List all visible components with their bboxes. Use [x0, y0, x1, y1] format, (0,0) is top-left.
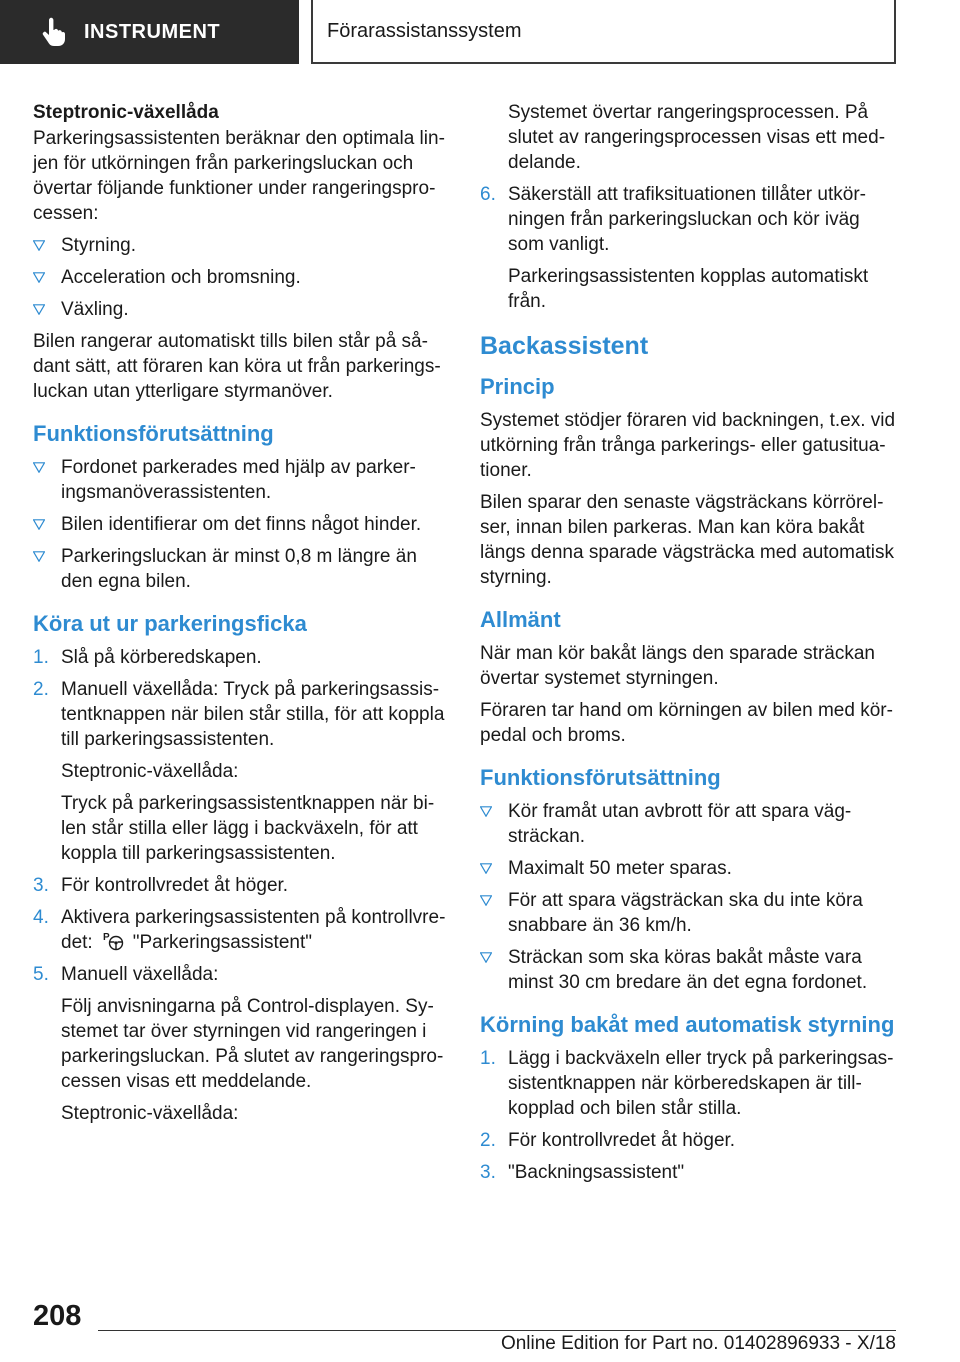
triangle-bullet-icon [33, 240, 45, 251]
steptronic-heading: Steptronic-växellåda [33, 102, 219, 123]
triangle-bullet-icon [480, 863, 492, 874]
triangle-bullet-icon [33, 551, 45, 562]
step-sub-text: Följ anvisningarna på Control-displayen. Systemet tar över styrningen vid rangeringen i parkeringsluckan. På slutet av rangeringsprocessen visas ett meddelande. [61, 996, 444, 1092]
auto-steering-heading: Körning bakåt med automatisk styrning [480, 1012, 895, 1037]
list-item [480, 856, 896, 881]
list-item [33, 512, 447, 537]
continuation-paragraph: Systemet övertar rangeringsprocessen. På slutet av rangeringsprocessen visas ett meddelande. [508, 102, 886, 173]
princip-paragraph: Bilen sparar den senaste vägsträckans körrörelser, innan bilen parkeras. Man kan köra bakåt längs denna sparade vägsträcka med automatisk styrning. [480, 492, 895, 588]
header-tab-label: INSTRUMENT [84, 20, 221, 43]
list-item-text: Styrning. [61, 235, 136, 256]
step-item [33, 677, 447, 866]
step-item [33, 905, 447, 955]
triangle-bullet-icon [33, 272, 45, 283]
triangle-bullet-icon [480, 895, 492, 906]
step-item [480, 1128, 896, 1153]
step-number: 4. [33, 907, 49, 928]
list-item [33, 544, 447, 594]
left-column [33, 100, 447, 1133]
step-number: 3. [33, 875, 49, 896]
header-section [311, 0, 896, 64]
step-text: "Backningsassistent" [508, 1162, 685, 1183]
svg-text:P: P [102, 932, 110, 943]
allmant-heading: Allmänt [480, 607, 561, 632]
step-text: Manuell växellåda: Tryck på parkeringsassistentknappen när bilen står stilla, för att koppla till parkeringsassistenten. [61, 679, 445, 750]
list-item [33, 265, 447, 290]
step-item [33, 873, 447, 898]
step-number: 2. [33, 679, 49, 700]
step-number: 2. [480, 1130, 496, 1151]
step-number: 3. [480, 1162, 496, 1183]
triangle-bullet-icon [33, 304, 45, 315]
step-item [480, 1160, 896, 1185]
step-text-quoted: "Parkeringsassistent" [132, 932, 312, 953]
page-number: 208 [33, 1300, 82, 1332]
list-item-text: Bilen identifierar om det finns något hinder. [61, 514, 422, 535]
step-text: Aktivera parkeringsassistenten på kontrollvredet: [61, 907, 446, 953]
list-item [480, 945, 896, 995]
hand-pointer-icon [40, 17, 66, 47]
backassistent-heading: Backassistent [480, 332, 649, 360]
step-sub-text: Tryck på parkeringsassistentknappen när bilen står stilla eller lägg i backväxeln, för att koppla till parkeringsassistenten. [61, 793, 435, 864]
step-text: För kontrollvredet åt höger. [61, 875, 289, 896]
list-item [33, 297, 447, 322]
section-title: Förarassistanssystem [327, 19, 522, 42]
list-item-text: Sträckan som ska köras bakåt måste vara minst 30 cm bredare än det egna fordonet. [508, 947, 868, 993]
step-number: 5. [33, 964, 49, 985]
step-sub-text: Steptronic-växellåda: [61, 761, 239, 782]
step-text: För kontrollvredet åt höger. [508, 1130, 736, 1151]
list-item-text: Kör framåt utan avbrott för att spara vägsträckan. [508, 801, 852, 847]
triangle-bullet-icon [33, 519, 45, 530]
requirements-heading: Funktionsförutsättning [33, 421, 274, 446]
step-sub-text: Parkeringsassistenten kopplas automatiskt från. [508, 266, 869, 312]
step-item [33, 645, 447, 670]
header-tab[interactable] [0, 0, 299, 64]
step-text: Säkerställ att trafiksituationen tillåter utkörningen från parkeringsluckan och kör iväg som vanligt. [508, 184, 866, 255]
step-number: 6. [480, 184, 496, 205]
parking-assistant-icon [103, 931, 125, 951]
triangle-bullet-icon [33, 462, 45, 473]
allmant-paragraph: Föraren tar hand om körningen av bilen med körpedal och broms. [480, 700, 893, 746]
exit-heading: Köra ut ur parkeringsficka [33, 611, 307, 636]
list-item [480, 799, 896, 849]
intro-paragraph: Parkeringsassistenten beräknar den optimala linjen för utkörningen från parkeringsluckan och övertar följande funktioner under rangeringsprocessen: [33, 128, 445, 224]
footer-divider [98, 1330, 896, 1331]
step-item [480, 1046, 896, 1121]
list-item-text: Fordonet parkerades med hjälp av parkeringsmanöverassistenten. [61, 457, 416, 503]
list-item-text: Växling. [61, 299, 129, 320]
right-column [480, 100, 896, 1192]
list-item-text: För att spara vägsträckan ska du inte köra snabbare än 36 km/h. [508, 890, 863, 936]
after-paragraph: Bilen rangerar automatiskt tills bilen står på sådant sätt, att föraren kan köra ut från parkeringsluckan utan ytterligare styrmanöver. [33, 331, 441, 402]
step-number: 1. [480, 1048, 496, 1069]
princip-paragraph: Systemet stödjer föraren vid backningen, t.ex. vid utkörning från trånga parkerings- eller gatusituationer. [480, 410, 896, 481]
list-item [33, 233, 447, 258]
step-text: Slå på körberedskapen. [61, 647, 262, 668]
step-item [33, 962, 447, 1126]
triangle-bullet-icon [480, 952, 492, 963]
list-item [33, 455, 447, 505]
list-item-text: Parkeringsluckan är minst 0,8 m längre än den egna bilen. [61, 546, 417, 592]
step-text: Manuell växellåda: [61, 964, 219, 985]
step-number: 1. [33, 647, 49, 668]
footer-edition: Online Edition for Part no. 01402896933 - X/18 [500, 1333, 896, 1354]
princip-heading: Princip [480, 374, 555, 399]
list-item-text: Maximalt 50 meter sparas. [508, 858, 732, 879]
list-item [480, 888, 896, 938]
list-item-text: Acceleration och bromsning. [61, 267, 301, 288]
step-sub-text: Steptronic-växellåda: [61, 1103, 239, 1124]
step-item [480, 182, 896, 314]
allmant-paragraph: När man kör bakåt längs den sparade sträckan övertar systemet styrningen. [480, 643, 875, 689]
requirements-heading: Funktionsförutsättning [480, 765, 721, 790]
step-text: Lägg i backväxeln eller tryck på parkeringsassistentknappen när körberedskapen är tillkopplad och bilen står stilla. [508, 1048, 894, 1119]
triangle-bullet-icon [480, 806, 492, 817]
